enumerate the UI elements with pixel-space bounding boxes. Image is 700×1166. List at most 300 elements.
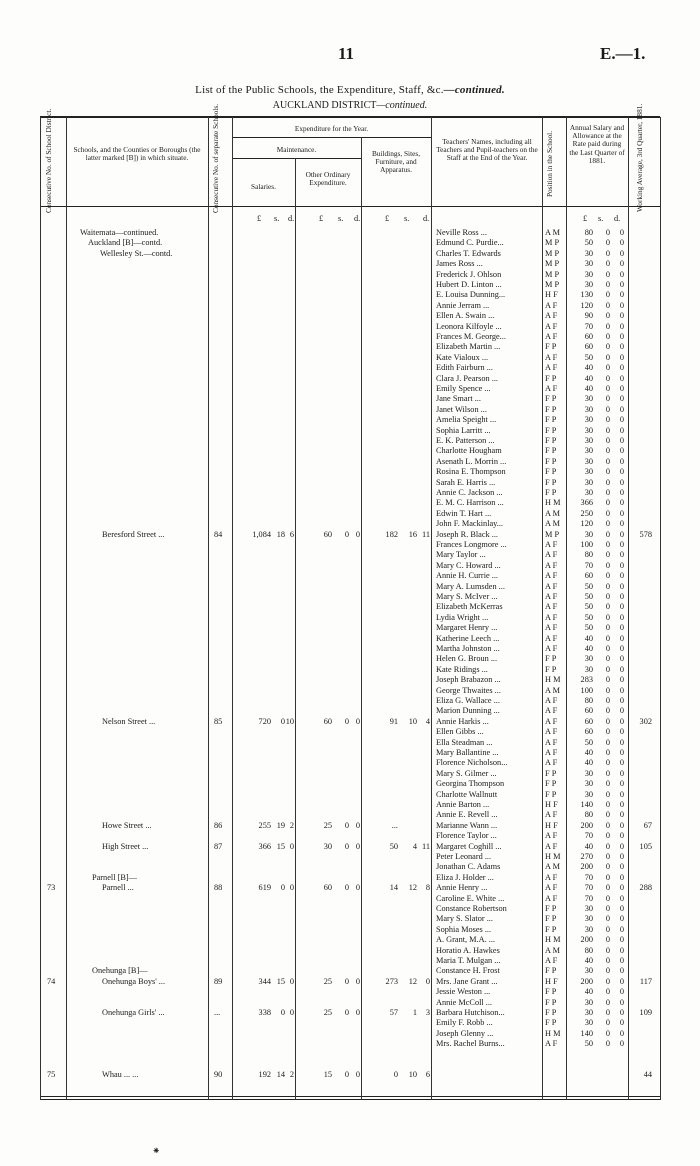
header-district-no: Consecutive No. of School District. — [44, 108, 53, 213]
teacher-salary-pounds: 30 — [584, 914, 593, 924]
teacher-salary-shillings: 0 — [605, 945, 610, 955]
teacher-salary-pounds: 200 — [580, 820, 593, 830]
teacher-name: Mary C. Howard ... — [436, 560, 501, 570]
teacher-salary-pence: 0 — [619, 248, 624, 258]
teacher-salary-shillings: 0 — [605, 664, 610, 674]
teacher-salary-shillings: 0 — [605, 269, 610, 279]
teacher-salary-shillings: 0 — [605, 893, 610, 903]
teacher-position: H M — [545, 675, 561, 685]
header-expenditure: Expenditure for the Year. — [294, 124, 369, 133]
teacher-name: Sophia Larritt ... — [436, 425, 491, 435]
teacher-salary-shillings: 0 — [605, 571, 610, 581]
teacher-name: Annie McColl ... — [436, 997, 492, 1007]
teacher-salary-shillings: 0 — [605, 914, 610, 924]
teacher-name: Barbara Hutchison... — [436, 1008, 505, 1017]
teacher-position: F P — [545, 477, 557, 487]
teacher-name: Frederick J. Ohlson — [436, 269, 502, 279]
teacher-salary-pounds: 283 — [580, 675, 593, 685]
teacher-name: Amelia Speight ... — [436, 415, 497, 425]
teacher-salary-pounds: 50 — [584, 602, 593, 612]
header-salaries: Salaries. — [251, 182, 276, 191]
teacher-position: F P — [545, 997, 557, 1007]
teacher-name: A. Grant, M.A. ... — [436, 935, 495, 945]
teacher-name: Kate Ridings ... — [436, 664, 488, 674]
teacher-salary-shillings: 0 — [605, 321, 610, 331]
teacher-salary-pounds: 80 — [584, 696, 593, 705]
teacher-salary-pence: 0 — [619, 363, 624, 373]
teacher-position: F P — [545, 924, 557, 934]
teacher-salary-shillings: 0 — [605, 696, 610, 705]
teacher-salary-shillings: 0 — [605, 612, 610, 622]
teacher-position: F P — [545, 425, 557, 435]
teacher-name: Jessie Weston ... — [436, 987, 491, 997]
teacher-position: A F — [545, 737, 558, 747]
sal-value: 19 — [276, 820, 285, 830]
sal-value: 192 — [258, 1070, 271, 1080]
sal-value: 2 — [289, 1070, 294, 1080]
teacher-salary-pence: 0 — [619, 508, 624, 518]
teacher-position: F P — [545, 914, 557, 924]
teacher-salary-pence: 0 — [619, 779, 624, 789]
teacher-name: Margaret Henry ... — [436, 623, 498, 633]
teacher-salary-pence: 0 — [619, 820, 624, 830]
teacher-name: Mary S. Gilmer ... — [436, 768, 497, 778]
teacher-salary-pence: 0 — [619, 290, 624, 300]
unit-pence: d. — [288, 214, 295, 223]
teacher-salary-shillings: 0 — [605, 352, 610, 362]
teacher-salary-shillings: 0 — [605, 633, 610, 643]
teacher-salary-pounds: 70 — [584, 893, 593, 903]
teacher-salary-shillings: 0 — [605, 623, 610, 633]
unit-pence: d. — [423, 214, 430, 223]
teacher-salary-shillings: 0 — [605, 311, 610, 321]
teacher-salary-pence: 0 — [619, 748, 624, 757]
teacher-salary-pounds: 30 — [584, 779, 593, 789]
teacher-position: A F — [545, 644, 558, 653]
unit-pounds: £ — [319, 214, 324, 223]
teacher-name: Hubert D. Linton ... — [436, 280, 502, 289]
teacher-position: A F — [545, 716, 558, 726]
oth-value: 15 — [323, 1070, 332, 1080]
teacher-position: F P — [545, 987, 557, 997]
teacher-position: M P — [545, 280, 560, 289]
teacher-salary-pence: 0 — [619, 727, 624, 737]
teacher-salary-shillings: 0 — [605, 716, 610, 726]
teacher-salary-shillings: 0 — [605, 508, 610, 518]
teacher-position: H F — [545, 976, 558, 986]
header-school-no: Consecutive No. of separate Schools. — [211, 103, 220, 213]
teacher-position: A M — [545, 508, 560, 518]
teacher-salary-pence: 0 — [619, 644, 624, 653]
teacher-salary-pence: 0 — [619, 612, 624, 622]
teacher-salary-shillings: 0 — [605, 1028, 610, 1038]
teacher-salary-shillings: 0 — [605, 425, 610, 435]
teacher-position: A F — [545, 363, 558, 373]
teacher-name: Annie Barton ... — [436, 800, 490, 809]
expenditure-rule — [232, 137, 431, 138]
teacher-salary-pence: 0 — [619, 1018, 624, 1028]
teacher-salary-pounds: 30 — [584, 404, 593, 414]
teacher-salary-shillings: 0 — [605, 602, 610, 612]
school-number: 85 — [214, 716, 223, 726]
unit-pounds: £ — [385, 214, 390, 223]
school-number: 88 — [214, 883, 223, 893]
teacher-salary-shillings: 0 — [605, 259, 610, 269]
teacher-salary-pounds: 50 — [584, 1039, 593, 1049]
oth-value: 0 — [355, 1008, 360, 1017]
teacher-position: F P — [545, 779, 557, 789]
teacher-name: John F. Mackinlay... — [436, 519, 504, 529]
teacher-salary-pounds: 40 — [584, 956, 593, 965]
unit-shillings: s. — [274, 214, 280, 223]
school-name: Onehunga Boys' ... — [102, 976, 166, 986]
teacher-salary-shillings: 0 — [605, 675, 610, 685]
teacher-position: A F — [545, 831, 558, 841]
teacher-name: Jonathan C. Adams — [436, 862, 501, 872]
teacher-position: H F — [545, 800, 558, 809]
teacher-salary-pounds: 50 — [584, 592, 593, 601]
teacher-position: A F — [545, 332, 558, 341]
teacher-salary-pounds: 30 — [584, 1018, 593, 1028]
teacher-salary-pence: 0 — [619, 976, 624, 986]
teacher-position: A F — [545, 883, 558, 893]
teacher-name: Marianne Wann ... — [436, 820, 498, 830]
working-average: 44 — [643, 1070, 652, 1080]
teacher-salary-pence: 0 — [619, 654, 624, 664]
teacher-salary-pence: 0 — [619, 238, 624, 248]
teacher-salary-pence: 0 — [619, 425, 624, 435]
school-number: ... — [214, 1008, 221, 1017]
teacher-salary-pence: 0 — [619, 560, 624, 570]
teacher-salary-shillings: 0 — [605, 966, 610, 976]
teacher-salary-pounds: 30 — [584, 280, 593, 289]
header-attendance: Working Average, 3rd Quarter, 1881. — [635, 103, 644, 212]
teacher-salary-shillings: 0 — [605, 935, 610, 945]
teacher-salary-pounds: 250 — [580, 508, 593, 518]
teacher-salary-pence: 0 — [619, 581, 624, 591]
teacher-name: Florence Taylor ... — [436, 831, 497, 841]
school-name: Onehunga [B]— — [92, 966, 148, 976]
header-annual-salary: Annual Salary and Allowance at the Rate paid during the Last Quarter of 1881. — [569, 123, 625, 165]
col-line-9 — [628, 117, 629, 1100]
teacher-salary-pounds: 100 — [580, 540, 593, 549]
teacher-salary-shillings: 0 — [605, 644, 610, 653]
bld-value: 3 — [425, 1008, 430, 1017]
school-name: Howe Street ... — [102, 820, 152, 830]
teacher-position: F P — [545, 415, 557, 425]
teacher-salary-shillings: 0 — [605, 415, 610, 425]
oth-value: 25 — [323, 1008, 332, 1017]
table-top-rule — [40, 116, 660, 118]
teacher-salary-pence: 0 — [619, 529, 624, 539]
teacher-salary-shillings: 0 — [605, 477, 610, 487]
bld-value: 14 — [389, 883, 398, 893]
unit-shillings: s. — [598, 214, 604, 223]
teacher-name: Emily Spence ... — [436, 384, 491, 393]
teacher-salary-shillings: 0 — [605, 1039, 610, 1049]
bld-value: 4 — [412, 841, 417, 851]
teacher-salary-shillings: 0 — [605, 883, 610, 893]
sal-value: 720 — [258, 716, 271, 726]
oth-value: 0 — [344, 841, 349, 851]
page-number: 11 — [338, 44, 355, 63]
oth-value: 60 — [323, 529, 332, 539]
teacher-salary-pounds: 60 — [584, 716, 593, 726]
teacher-position: F P — [545, 488, 557, 497]
working-average: 67 — [643, 820, 652, 830]
oth-value: 0 — [344, 1070, 349, 1080]
sal-value: 15 — [276, 976, 285, 986]
teacher-salary-pence: 0 — [619, 789, 624, 799]
teacher-salary-pounds: 50 — [584, 352, 593, 362]
teacher-salary-pounds: 80 — [584, 945, 593, 955]
teacher-position: A F — [545, 893, 558, 903]
teacher-salary-pounds: 30 — [584, 997, 593, 1007]
teacher-salary-shillings: 0 — [605, 706, 610, 716]
bld-value: 11 — [422, 841, 430, 851]
teacher-name: Mary S. Slator ... — [436, 914, 493, 924]
teacher-name: Annie C. Jackson ... — [436, 488, 503, 497]
teacher-salary-shillings: 0 — [605, 956, 610, 965]
oth-value: 0 — [344, 1008, 349, 1017]
teacher-salary-shillings: 0 — [605, 654, 610, 664]
teacher-position: M P — [545, 269, 560, 279]
teacher-name: Peter Leonard ... — [436, 852, 492, 861]
teacher-name: Charles T. Edwards — [436, 248, 501, 258]
oth-value: 60 — [323, 716, 332, 726]
teacher-position: A F — [545, 560, 558, 570]
sal-value: 14 — [276, 1070, 285, 1080]
teacher-position: A F — [545, 727, 558, 737]
table-bottom-rule — [40, 1096, 660, 1097]
teacher-position: M P — [545, 238, 560, 248]
teacher-salary-pounds: 30 — [584, 966, 593, 976]
teacher-salary-shillings: 0 — [605, 467, 610, 477]
teacher-name: Ellen A. Swain ... — [436, 311, 495, 321]
teacher-name: Emily F. Robb ... — [436, 1018, 493, 1028]
teacher-position: M P — [545, 529, 560, 539]
school-number: 84 — [214, 529, 223, 539]
teacher-position: A F — [545, 810, 558, 820]
oth-value: 0 — [355, 841, 360, 851]
working-average: 302 — [639, 716, 652, 726]
school-name: Nelson Street ... — [102, 716, 156, 726]
school-name: Parnell ... — [102, 883, 134, 893]
teacher-name: Mary S. McIver ... — [436, 592, 498, 601]
teacher-salary-pounds: 120 — [580, 519, 593, 529]
teacher-salary-pounds: 30 — [584, 456, 593, 466]
teacher-position: F P — [545, 904, 557, 913]
teacher-salary-shillings: 0 — [605, 748, 610, 757]
header-teachers: Teachers' Names, including all Teachers and Pupil-teachers on the Staff at the End of the Year. — [436, 137, 538, 163]
teacher-name: George Thwaites ... — [436, 685, 501, 695]
teacher-salary-shillings: 0 — [605, 488, 610, 497]
teacher-name: Ella Steadman ... — [436, 737, 493, 747]
teacher-name: Janet Wilson ... — [436, 404, 487, 414]
teacher-salary-shillings: 0 — [605, 737, 610, 747]
teacher-salary-shillings: 0 — [605, 404, 610, 414]
teacher-salary-pounds: 30 — [584, 488, 593, 497]
teacher-salary-shillings: 0 — [605, 820, 610, 830]
teacher-salary-shillings: 0 — [605, 1018, 610, 1028]
teacher-position: A F — [545, 612, 558, 622]
subtitle-main: AUCKLAND DISTRICT — [272, 100, 377, 111]
bld-value: 4 — [425, 716, 430, 726]
teacher-position: A F — [545, 623, 558, 633]
teacher-salary-pounds: 30 — [584, 269, 593, 279]
teacher-name: Annie Harkis ... — [436, 716, 489, 726]
teacher-salary-pounds: 80 — [584, 810, 593, 820]
school-name: High Street ... — [102, 841, 149, 851]
sal-value: 10 — [285, 716, 294, 726]
oth-value: 0 — [344, 883, 349, 893]
teacher-position: F P — [545, 404, 557, 414]
teacher-salary-shillings: 0 — [605, 300, 610, 310]
working-average: 105 — [639, 841, 652, 851]
teacher-position: A F — [545, 841, 558, 851]
school-number: 86 — [214, 820, 223, 830]
teacher-name: Elizabeth McKerras — [436, 602, 503, 612]
teacher-position: A F — [545, 602, 558, 612]
teacher-name: Annie Henry ... — [436, 883, 488, 893]
teacher-position: A F — [545, 300, 558, 310]
document-reference: E.—1. — [600, 44, 646, 63]
teacher-name: Annie Jerram ... — [436, 300, 490, 310]
teacher-salary-pence: 0 — [619, 685, 624, 695]
teacher-salary-pounds: 70 — [584, 560, 593, 570]
teacher-salary-pence: 0 — [619, 498, 624, 508]
sal-value: 0 — [289, 976, 294, 986]
teacher-salary-pence: 0 — [619, 945, 624, 955]
teacher-salary-pounds: 200 — [580, 862, 593, 872]
unit-pounds: £ — [257, 214, 262, 223]
teacher-name: Caroline E. White ... — [436, 893, 505, 903]
working-average: 578 — [639, 529, 652, 539]
teacher-salary-shillings: 0 — [605, 852, 610, 861]
teacher-name: Rosina E. Thompson — [436, 467, 506, 477]
teacher-salary-pence: 0 — [619, 862, 624, 872]
teacher-name: Neville Ross ... — [436, 228, 487, 237]
teacher-salary-pence: 0 — [619, 467, 624, 477]
teacher-position: A F — [545, 352, 558, 362]
teacher-salary-shillings: 0 — [605, 519, 610, 529]
teacher-salary-pence: 0 — [619, 841, 624, 851]
teacher-name: Mrs. Jane Grant ... — [436, 976, 498, 986]
oth-value: 0 — [355, 529, 360, 539]
teacher-salary-pence: 0 — [619, 1039, 624, 1049]
bld-value: 12 — [408, 976, 417, 986]
bld-value: 182 — [385, 529, 398, 539]
sal-value: 0 — [280, 716, 285, 726]
teacher-salary-pounds: 30 — [584, 467, 593, 477]
teacher-salary-pounds: 30 — [584, 248, 593, 258]
teacher-salary-pence: 0 — [619, 956, 624, 965]
header-position: Position in the School. — [545, 130, 554, 198]
teacher-salary-shillings: 0 — [605, 446, 610, 456]
teacher-salary-pence: 0 — [619, 280, 624, 289]
teacher-name: Clara J. Pearson ... — [436, 373, 498, 383]
header-buildings: Buildings, Sites, Furniture, and Apparatus. — [371, 149, 421, 175]
unit-pounds: £ — [583, 214, 588, 223]
sal-value: 344 — [258, 976, 271, 986]
teacher-name: E. M. C. Harrison ... — [436, 498, 504, 508]
bld-value: 11 — [422, 529, 430, 539]
teacher-name: Eliza G. Wallace ... — [436, 696, 500, 705]
teacher-salary-pounds: 40 — [584, 363, 593, 373]
teacher-salary-pounds: 60 — [584, 332, 593, 341]
teacher-salary-pence: 0 — [619, 269, 624, 279]
teacher-salary-shillings: 0 — [605, 976, 610, 986]
teacher-salary-shillings: 0 — [605, 1008, 610, 1017]
oth-value: 0 — [344, 976, 349, 986]
teacher-name: E. Louisa Dunning... — [436, 290, 506, 300]
teacher-name: Mary Ballantine ... — [436, 748, 499, 757]
teacher-salary-shillings: 0 — [605, 342, 610, 352]
teacher-salary-pence: 0 — [619, 800, 624, 809]
teacher-position: A F — [545, 633, 558, 643]
oth-value: 25 — [323, 976, 332, 986]
teacher-salary-pounds: 40 — [584, 841, 593, 851]
teacher-salary-pounds: 40 — [584, 758, 593, 768]
teacher-salary-pence: 0 — [619, 633, 624, 643]
teacher-salary-pounds: 40 — [584, 987, 593, 997]
teacher-position: A F — [545, 321, 558, 331]
bld-value: 91 — [389, 716, 398, 726]
working-average: 117 — [639, 976, 652, 986]
teacher-salary-shillings: 0 — [605, 581, 610, 591]
teacher-salary-pence: 0 — [619, 384, 624, 393]
bld-value: 8 — [425, 883, 430, 893]
teacher-salary-pence: 0 — [619, 935, 624, 945]
teacher-salary-shillings: 0 — [605, 248, 610, 258]
teacher-position: A M — [545, 519, 560, 529]
teacher-salary-pounds: 120 — [580, 300, 593, 310]
teacher-name: Charlotte Wallnutt — [436, 789, 498, 799]
teacher-salary-shillings: 0 — [605, 862, 610, 872]
teacher-salary-shillings: 0 — [605, 540, 610, 549]
teacher-name: Sophia Moses ... — [436, 924, 492, 934]
teacher-salary-pence: 0 — [619, 352, 624, 362]
teacher-name: Horatio A. Hawkes — [436, 945, 500, 955]
bld-value: 10 — [408, 716, 417, 726]
teacher-position: A M — [545, 945, 560, 955]
sal-value: 255 — [258, 820, 271, 830]
title-main: List of the Public Schools, the Expenditure, Staff, &c. — [195, 84, 444, 96]
teacher-salary-pence: 0 — [619, 768, 624, 778]
sal-value: 0 — [289, 841, 294, 851]
unit-shillings: s. — [338, 214, 344, 223]
teacher-salary-shillings: 0 — [605, 987, 610, 997]
bld-value: 0 — [425, 976, 430, 986]
teacher-salary-shillings: 0 — [605, 238, 610, 248]
oth-value: 0 — [355, 1070, 360, 1080]
teacher-name: Florence Nicholson... — [436, 758, 508, 768]
teacher-salary-shillings: 0 — [605, 394, 610, 404]
teacher-name: Helen G. Broun ... — [436, 654, 498, 664]
teacher-position: A F — [545, 581, 558, 591]
teacher-salary-shillings: 0 — [605, 384, 610, 393]
district-subtitle — [0, 100, 700, 111]
teacher-position: A F — [545, 706, 558, 716]
teacher-name: Sarah E. Harris ... — [436, 477, 496, 487]
col-line-10 — [660, 117, 661, 1100]
working-average: 109 — [639, 1008, 652, 1017]
teacher-salary-pence: 0 — [619, 831, 624, 841]
teacher-name: Frances M. George... — [436, 332, 506, 341]
teacher-position: F P — [545, 1018, 557, 1028]
teacher-position: A F — [545, 384, 558, 393]
teacher-salary-pence: 0 — [619, 519, 624, 529]
